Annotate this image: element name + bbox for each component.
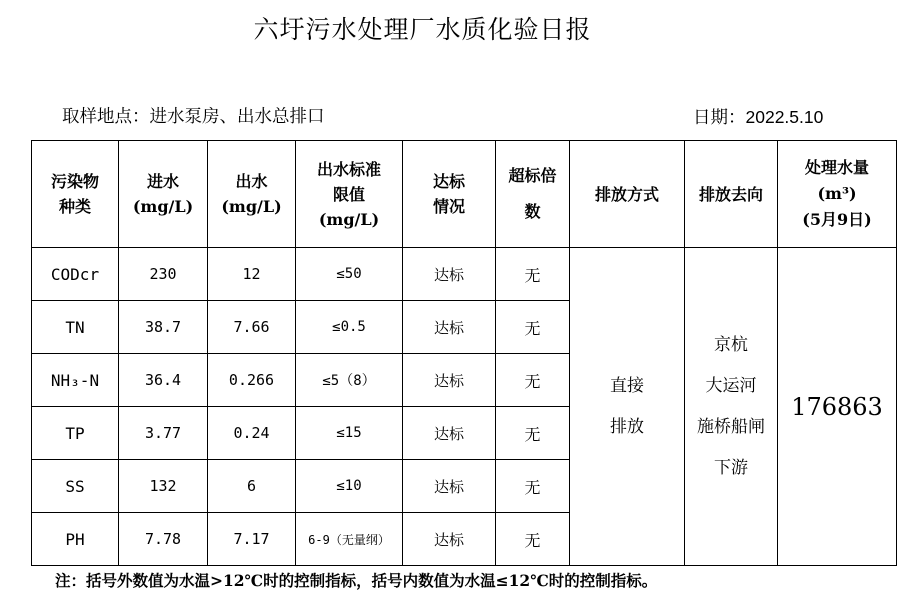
exceed-cell: 无 [496,354,570,407]
standard-cell: ≤5（8） [296,354,403,407]
report-title: 六圩污水处理厂水质化验日报 [253,15,592,44]
exceed-cell: 无 [496,513,570,566]
header-outflow: 出水 (mg/L) [208,141,296,248]
discharge-destination-cell: 京杭 大运河 施桥船闸 下游 [685,248,778,566]
pollutant-cell: TN [32,301,119,354]
inflow-cell: 132 [119,460,208,513]
status-cell: 达标 [403,407,496,460]
report-date: 日期：2022.5.10 [693,107,824,127]
header-discharge-destination: 排放去向 [685,141,778,248]
header-discharge-method: 排放方式 [570,141,685,248]
pollutant-cell: SS [32,460,119,513]
header-row [32,141,897,248]
footnote: 注：括号外数值为水温>12℃时的控制指标，括号内数值为水温≤12℃时的控制指标。 [55,571,658,590]
inflow-cell: 7.78 [119,513,208,566]
status-cell: 达标 [403,513,496,566]
outflow-cell: 0.24 [208,407,296,460]
pollutant-cell: CODcr [32,248,119,301]
exceed-cell: 无 [496,301,570,354]
inflow-cell: 36.4 [119,354,208,407]
header-pollutant: 污染物 种类 [32,141,119,248]
outflow-cell: 12 [208,248,296,301]
pollutant-cell: PH [32,513,119,566]
inflow-cell: 3.77 [119,407,208,460]
exceed-cell: 无 [496,248,570,301]
outflow-cell: 0.266 [208,354,296,407]
standard-cell: 6-9（无量纲） [296,513,403,566]
exceed-cell: 无 [496,460,570,513]
inflow-cell: 38.7 [119,301,208,354]
pollutant-cell: TP [32,407,119,460]
inflow-cell: 230 [119,248,208,301]
sampling-location: 取样地点：进水泵房、出水总排口 [62,107,325,127]
standard-cell: ≤50 [296,248,403,301]
standard-cell: ≤15 [296,407,403,460]
volume-value: 176863 [778,248,897,566]
table-row [32,248,897,301]
header-standard: 出水标准 限值 (mg/L) [296,141,403,248]
pollutant-cell: NH₃-N [32,354,119,407]
status-cell: 达标 [403,301,496,354]
header-status: 达标 情况 [403,141,496,248]
header-inflow: 进水 (mg/L) [119,141,208,248]
status-cell: 达标 [403,248,496,301]
standard-cell: ≤0.5 [296,301,403,354]
header-volume: 处理水量 (m³) (5月9日) [778,141,897,248]
outflow-cell: 7.66 [208,301,296,354]
header-exceed: 超标倍 数 [496,141,570,248]
standard-cell: ≤10 [296,460,403,513]
status-cell: 达标 [403,354,496,407]
discharge-method-cell: 直接 排放 [570,248,685,566]
water-quality-table [31,140,897,566]
exceed-cell: 无 [496,407,570,460]
outflow-cell: 7.17 [208,513,296,566]
outflow-cell: 6 [208,460,296,513]
status-cell: 达标 [403,460,496,513]
